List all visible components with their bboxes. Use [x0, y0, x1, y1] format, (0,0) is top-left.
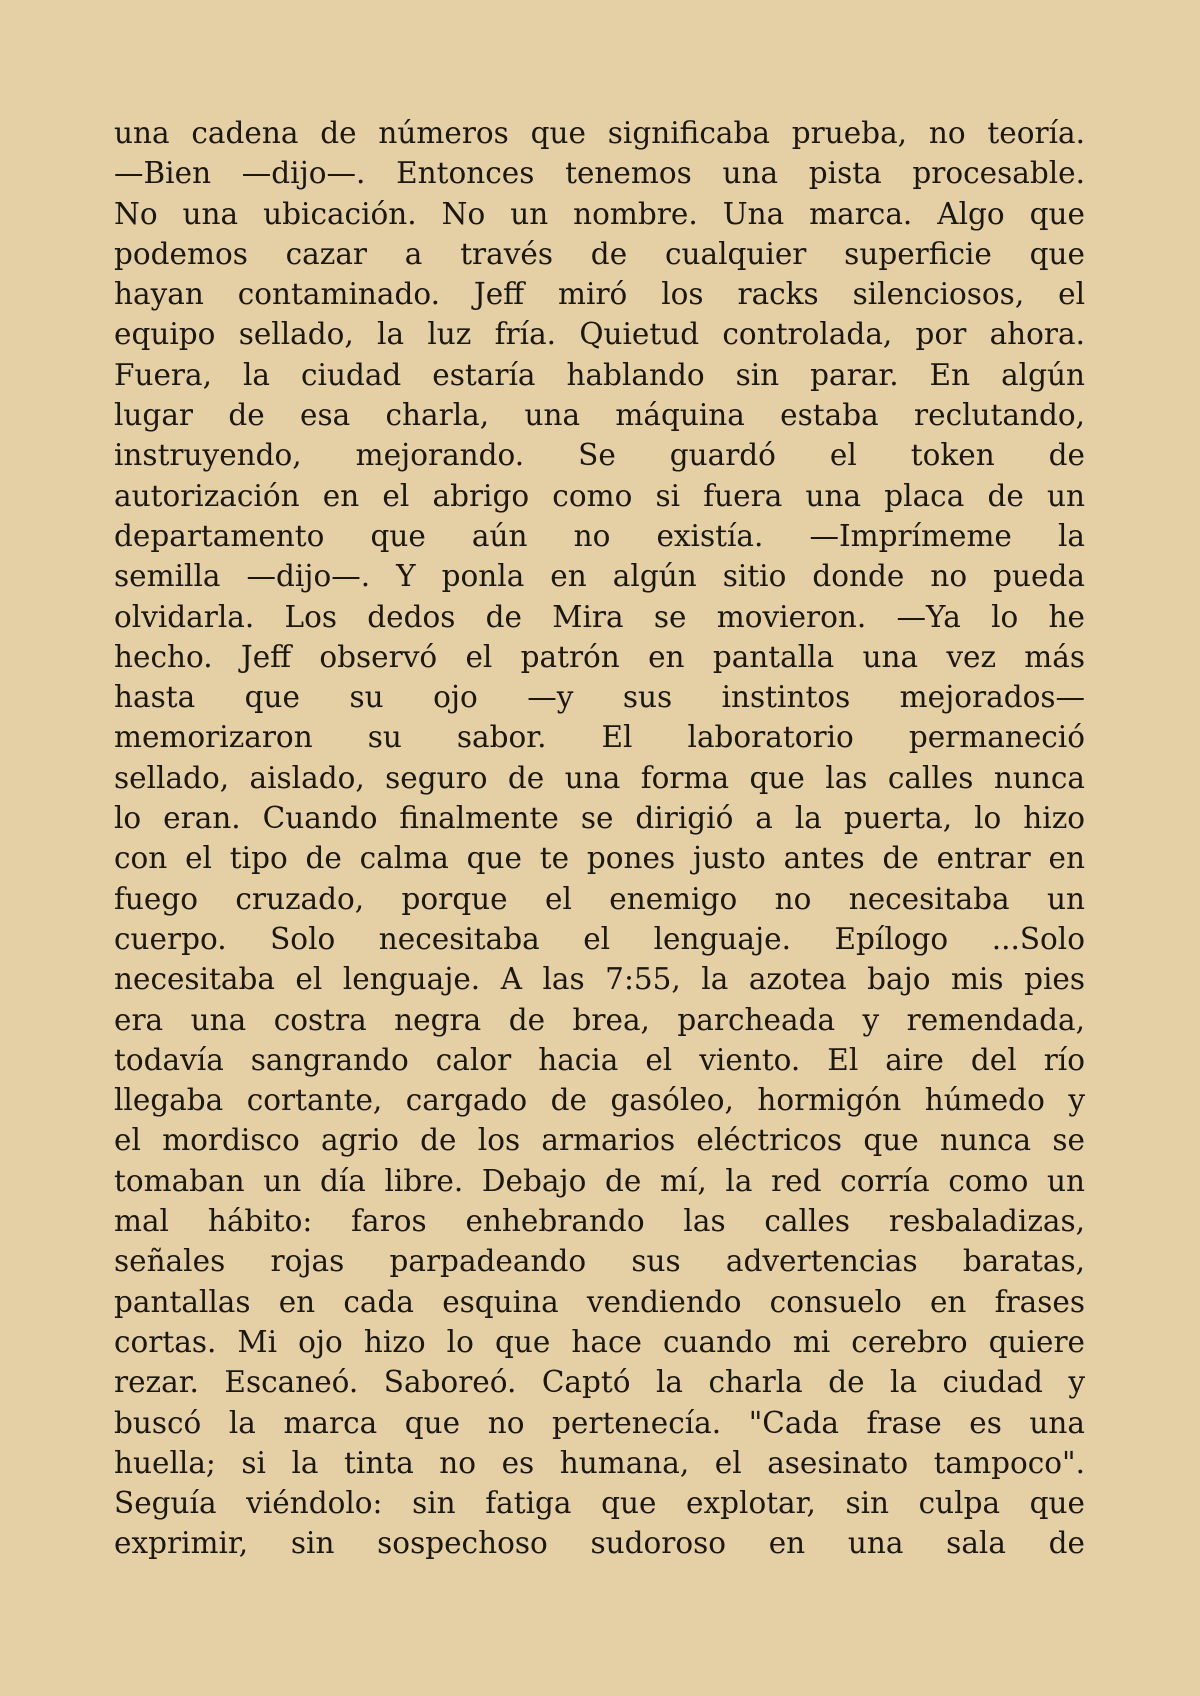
page-text	[114, 113, 1085, 1613]
text-line: Seguía viéndolo: sin fatiga que explotar, sin culpa que	[114, 1486, 1085, 1521]
text-line: huella; si la tinta no es humana, el asesinato tampoco".	[114, 1445, 1085, 1480]
text-line: autorización en el abrigo como si fuera una placa de un	[114, 478, 1085, 513]
text-line: necesitaba el lenguaje. A las 7:55, la azotea bajo mis pies	[114, 962, 1085, 997]
text-line: No una ubicación. No un nombre. Una marca. Algo que	[114, 196, 1085, 231]
text-line: fuego cruzado, porque el enemigo no necesitaba un	[114, 881, 1085, 916]
text-line: Fuera, la ciudad estaría hablando sin parar. En algún	[114, 357, 1085, 392]
text-line: cortas. Mi ojo hizo lo que hace cuando mi cerebro quiere	[114, 1324, 1085, 1359]
text-line: memorizaron su sabor. El laboratorio permaneció	[114, 720, 1085, 755]
text-line: —Bien —dijo—. Entonces tenemos una pista procesable.	[114, 156, 1085, 191]
text-line: llegaba cortante, cargado de gasóleo, hormigón húmedo y	[114, 1083, 1085, 1118]
text-line: olvidarla. Los dedos de Mira se movieron. —Ya lo he	[114, 599, 1085, 634]
text-line: pantallas en cada esquina vendiendo consuelo en frases	[114, 1284, 1085, 1319]
text-line: cuerpo. Solo necesitaba el lenguaje. Epílogo ...Solo	[114, 921, 1085, 956]
text-line: buscó la marca que no pertenecía. "Cada frase es una	[114, 1405, 1085, 1440]
text-line: hasta que su ojo —y sus instintos mejorados—	[114, 680, 1085, 715]
text-line: equipo sellado, la luz fría. Quietud controlada, por ahora.	[114, 317, 1085, 352]
text-line: señales rojas parpadeando sus advertencias baratas,	[114, 1244, 1085, 1279]
text-line: tomaban un día libre. Debajo de mí, la red corría como un	[114, 1163, 1085, 1198]
text-line: lo eran. Cuando finalmente se dirigió a la puerta, lo hizo	[114, 801, 1085, 836]
text-line: con el tipo de calma que te pones justo antes de entrar en	[114, 841, 1085, 876]
text-line: rezar. Escaneó. Saboreó. Captó la charla de la ciudad y	[114, 1365, 1085, 1400]
text-line: exprimir, sin sospechoso sudoroso en una sala de	[114, 1526, 1085, 1561]
text-line: sellado, aislado, seguro de una forma que las calles nunca	[114, 760, 1085, 795]
text-line: hecho. Jeff observó el patrón en pantalla una vez más	[114, 639, 1085, 674]
text-line: lugar de esa charla, una máquina estaba reclutando,	[114, 398, 1085, 433]
text-line: podemos cazar a través de cualquier superficie que	[114, 236, 1085, 271]
text-line: el mordisco agrio de los armarios eléctricos que nunca se	[114, 1123, 1085, 1158]
text-line: era una costra negra de brea, parcheada y remendada,	[114, 1002, 1085, 1037]
text-line: departamento que aún no existía. —Imprímeme la	[114, 518, 1085, 553]
text-line: hayan contaminado. Jeff miró los racks silenciosos, el	[114, 277, 1085, 312]
text-line: instruyendo, mejorando. Se guardó el token de	[114, 438, 1085, 473]
text-line: semilla —dijo—. Y ponla en algún sitio donde no pueda	[114, 559, 1085, 594]
text-line: una cadena de números que significaba prueba, no teoría.	[114, 116, 1085, 150]
text-line: mal hábito: faros enhebrando las calles resbaladizas,	[114, 1204, 1085, 1239]
text-line: todavía sangrando calor hacia el viento. El aire del río	[114, 1042, 1085, 1077]
